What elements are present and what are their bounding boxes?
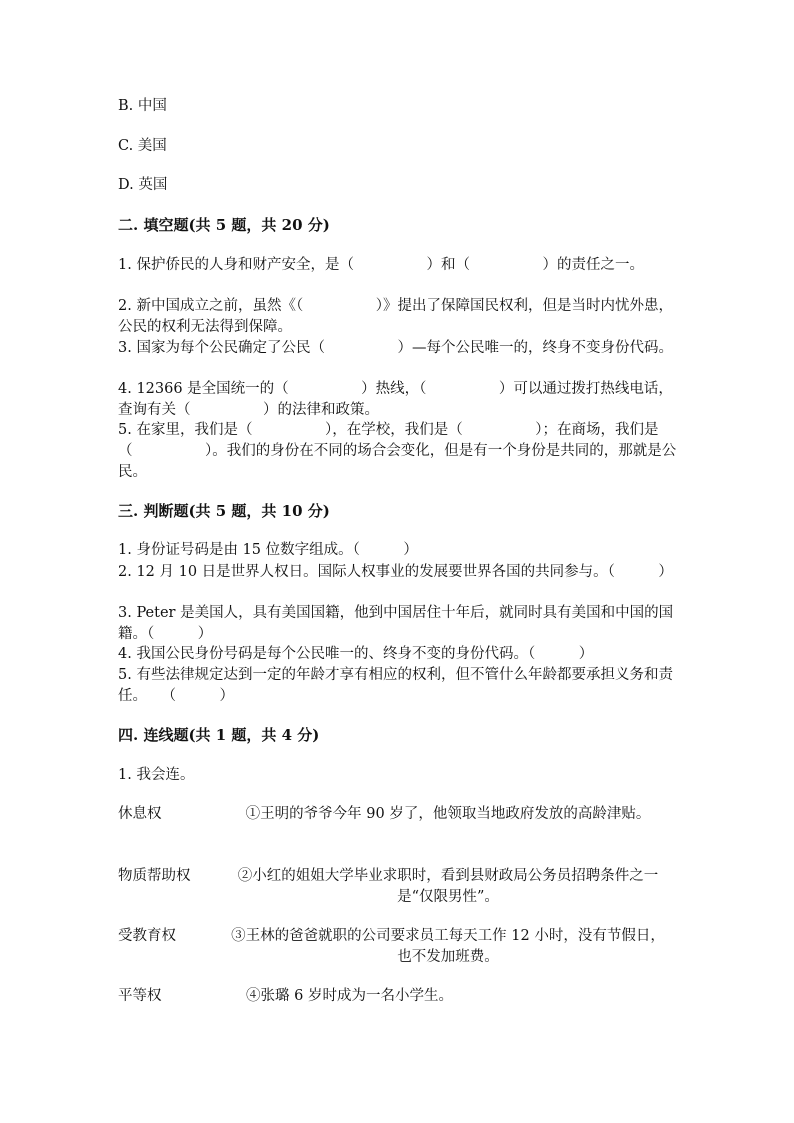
judge-question-4: 4. 我国公民身份号码是每个公民唯一的、终身不变的身份代码。（ ） xyxy=(118,646,594,662)
match-right-3: ③王林的爸爸就职的公司要求员工每天工作 12 小时，没有节假日，也不发加班费。 xyxy=(231,928,665,965)
judge-question-5: 5. 有些法律规定达到一定的年龄才享有相应的权利，但不管什么年龄都要承担义务和责任。 （ ） xyxy=(118,667,673,704)
match-left-2: 物质帮助权 xyxy=(118,868,191,884)
section-judge-title: 三. 判断题(共 5 题，共 10 分) xyxy=(118,502,330,520)
option-c: C. 美国 xyxy=(118,138,167,154)
judge-question-3: 3. Peter 是美国人，具有美国国籍，他到中国居住十年后，就同时具有美国和中国的国籍。（ ） xyxy=(118,605,674,642)
match-right-2: ②小红的姐姐大学毕业求职时，看到县财政局公务员招聘条件之一是“仅限男性”。 xyxy=(237,868,659,905)
judge-question-2: 2. 12 月 10 日是世界人权日。国际人权事业的发展要世界各国的共同参与。（ ） xyxy=(118,564,673,580)
match-right-1: ①王明的爷爷今年 90 岁了，他领取当地政府发放的高龄津贴。 xyxy=(245,806,651,822)
fill-question-1: 1. 保护侨民的人身和财产安全，是（ ）和（ ）的责任之一。 xyxy=(118,257,644,273)
judge-question-1: 1. 身份证号码是由 15 位数字组成。（ ） xyxy=(118,542,418,558)
match-intro: 1. 我会连。 xyxy=(118,767,195,783)
match-left-3: 受教育权 xyxy=(118,928,176,944)
match-left-4: 平等权 xyxy=(118,988,162,1004)
match-right-4: ④张璐 6 岁时成为一名小学生。 xyxy=(246,988,453,1004)
fill-question-5: 5. 在家里，我们是（ ），在学校，我们是（ ）；在商场，我们是（ ）。我们的身份在不同的场合会变化，但是有一个身份是共同的，那就是公民。 xyxy=(118,422,677,480)
fill-question-3: 3. 国家为每个公民确定了公民（ ）—每个公民唯一的，终身不变身份代码。 xyxy=(118,340,673,356)
section-match-title: 四. 连线题(共 1 题，共 4 分) xyxy=(118,726,320,744)
fill-question-4: 4. 12366 是全国统一的（ ）热线，（ ）可以通过拨打热线电话，查询有关（ ）的法律和政策。 xyxy=(118,381,673,418)
option-d: D. 英国 xyxy=(118,177,168,193)
match-left-1: 休息权 xyxy=(118,806,162,822)
fill-question-2: 2. 新中国成立之前，虽然《（ ）》提出了保障国民权利，但是当时内忧外患，公民的权利无法得到保障。 xyxy=(118,298,673,335)
section-fill-title: 二. 填空题(共 5 题，共 20 分) xyxy=(118,216,330,234)
option-b: B. 中国 xyxy=(118,98,167,114)
